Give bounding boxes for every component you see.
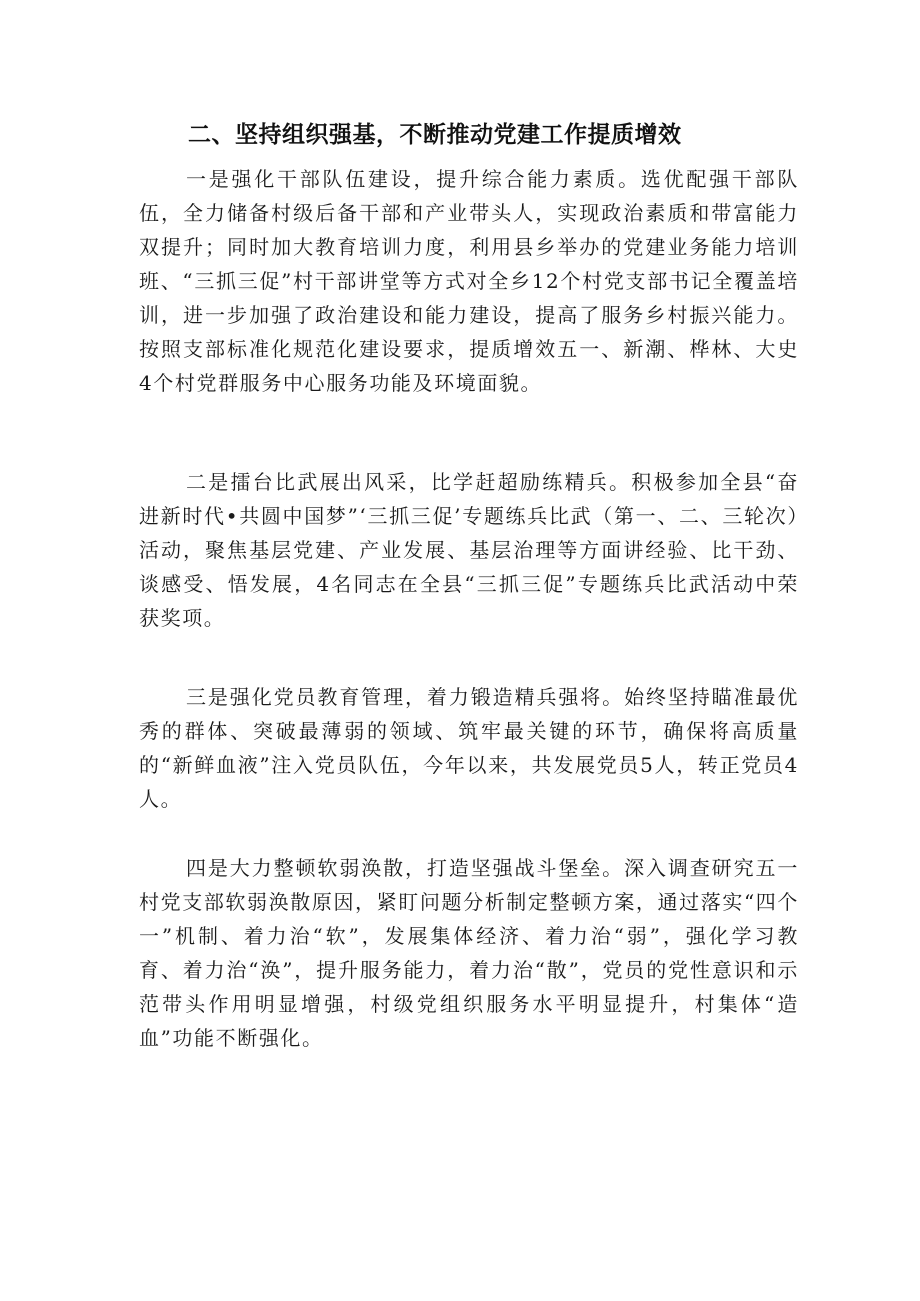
section-heading: 二、坚持组织强基，不断推动党建工作提质增效 <box>188 122 682 148</box>
paragraph-weak-branch-rectification: 四是大力整顿软弱涣散，打造坚强战斗堡垒。深入调查研究五一村党支部软弱涣散原因，紧盯问题分析制定整顿方案，通过落实“四个一”机制、着力治“软”，发展集体经济、着力治“弱”，强化学习教育、着力治“涣”，提升服务能力，着力治“散”，党员的党性意识和示范带头作用明显增强，村级党组织服务水平明显提升，村集体“造血”功能不断强化。 <box>139 856 799 1050</box>
paragraph-skills-competition: 二是擂台比武展出风采，比学赶超励练精兵。积极参加全县“奋进新时代•共圆中国梦”‘三抓三促’专题练兵比武（第一、二、三轮次）活动，聚焦基层党建、产业发展、基层治理等方面讲经验、比干劲、谈感受、悟发展，4名同志在全县“三抓三促”专题练兵比武活动中荣获奖项。 <box>139 470 799 630</box>
paragraph-member-management: 三是强化党员教育管理，着力锻造精兵强将。始终坚持瞄准最优秀的群体、突破最薄弱的领域、筑牢最关键的环节，确保将高质量的“新鲜血液”注入党员队伍，今年以来，共发展党员5人，转正党员4人。 <box>139 685 799 811</box>
paragraph-cadre-team: 一是强化干部队伍建设，提升综合能力素质。选优配强干部队伍，全力储备村级后备干部和产业带头人，实现政治素质和带富能力双提升；同时加大教育培训力度，利用县乡举办的党建业务能力培训班、“三抓三促”村干部讲堂等方式对全乡12个村党支部书记全覆盖培训，进一步加强了政治建设和能力建设，提高了服务乡村振兴能力。按照支部标准化规范化建设要求，提质增效五一、新潮、桦林、大史4个村党群服务中心服务功能及环境面貌。 <box>139 167 799 395</box>
